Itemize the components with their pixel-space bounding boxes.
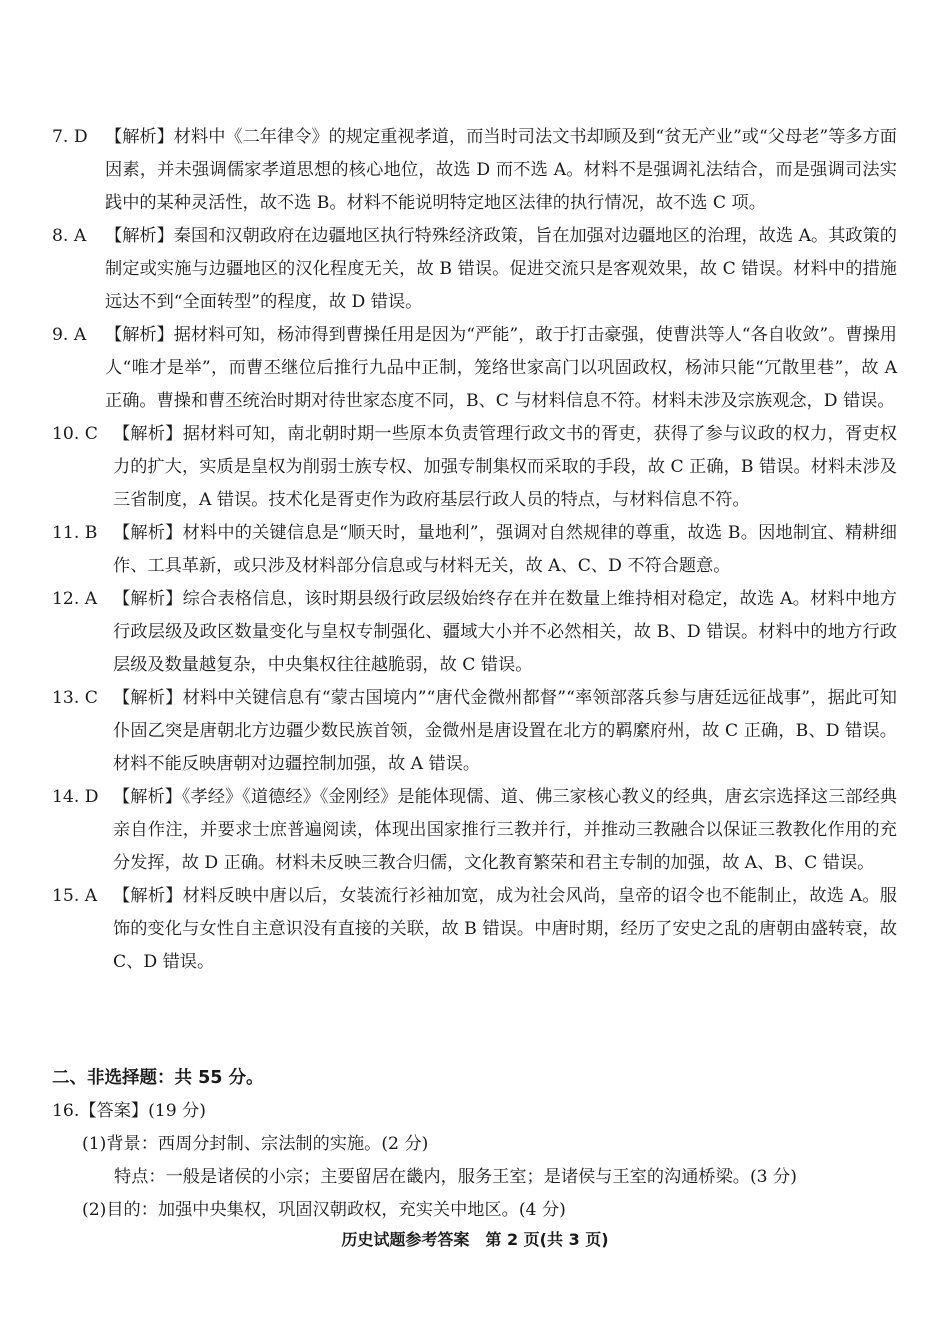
- answer-explanation: 【解析】据材料可知，杨沛得到曹操任用是因为“严能”，敢于打击豪强，使曹洪等人“各自收敛”。曹操用人“唯才是举”，而曹丕继位后推行九品中正制，笼络世家高门以巩固政权，杨沛只能“冗散里巷”，故 A 正确。曹操和曹丕统治时期对待世家态度不同，B、C 与材料信息不符。材料未涉及宗族观念，D 错误。: [105, 325, 897, 411]
- section-title: 二、非选择题：共 55 分。: [52, 1068, 264, 1088]
- answer-explanation: 【解析】材料反映中唐以后，女装流行衫袖加宽，成为社会风尚，皇帝的诏令也不能制止，故选 A。服饰的变化与女性自主意识没有直接的关联，故 B 错误。中唐时期，经历了安史之乱的唐朝由盛转衰，故 C、D 错误。: [113, 886, 897, 972]
- answer-number: 11. B: [52, 523, 98, 543]
- answer-explanation: 【解析】据材料可知，南北朝时期一些原本负责管理行政文书的胥吏，获得了参与议政的权力，胥吏权力的扩大，实质是皇权为削弱士族专权、加强专制集权而采取的手段，故 C 正确，B 错误。材料未涉及三省制度，A 错误。技术化是胥吏作为政府基层行政人员的特点，与材料信息不符。: [113, 424, 897, 510]
- answer-item-10: [52, 418, 897, 517]
- part1-background: (1)背景：西周分封制、宗法制的实施。(2 分): [82, 1134, 429, 1154]
- answer-explanation: 【解析】材料中的关键信息是“顺天时，量地利”，强调对自然规律的尊重，故选 B。因地制宜、精耕细作、工具革新，或只涉及材料部分信息或与材料无关，故 A、C、D 不符合题意。: [113, 523, 897, 576]
- answer-item-13: [52, 682, 897, 781]
- answer-explanation: 【解析】综合表格信息，该时期县级行政层级始终存在并在数量上维持相对稳定，故选 A。材料中地方行政层级及政区数量变化与皇权专制强化、疆域大小并不必然相关，故 B、D 错误。材料中的地方行政层级及数量越复杂，中央集权往往越脆弱，故 C 错误。: [113, 589, 897, 675]
- answer-item-14: [52, 781, 897, 880]
- answer-number: 9. A: [52, 325, 87, 345]
- answer-number: 10. C: [52, 424, 98, 444]
- answer-number: 8. A: [52, 226, 87, 246]
- answer-item-15: [52, 880, 897, 979]
- part1-features: 特点：一般是诸侯的小宗；主要留居在畿内，服务王室；是诸侯与王室的沟通桥梁。(3 分): [114, 1167, 797, 1187]
- answer-explanation: 【解析】材料中关键信息有“蒙古国境内”“唐代金微州都督”“率领部落兵参与唐廷远征战事”，据此可知仆固乙突是唐朝北方边疆少数民族首领，金微州是唐设置在北方的羁縻府州，故 C 正确，B、D 错误。材料不能反映唐朝对边疆控制加强，故 A 错误。: [113, 688, 897, 774]
- answer-item-9: [52, 319, 897, 418]
- answer-item-12: [52, 583, 897, 682]
- question-16-header: 16.【答案】(19 分): [52, 1101, 207, 1121]
- answer-list: [52, 121, 897, 979]
- answer-number: 12. A: [52, 589, 98, 609]
- answer-explanation: 【解析】秦国和汉朝政府在边疆地区执行特殊经济政策，旨在加强对边疆地区的治理，故选 A。其政策的制定或实施与边疆地区的汉化程度无关，故 B 错误。促进交流只是客观效果，故 C 错误。材料中的措施远达不到“全面转型”的程度，故 D 错误。: [105, 226, 897, 312]
- answer-number: 15. A: [52, 886, 98, 906]
- answer-item-11: [52, 517, 897, 583]
- answer-item-7: [52, 121, 897, 220]
- question-16-answer: [52, 1095, 897, 1227]
- answer-number: 13. C: [52, 688, 98, 708]
- answer-number: 14. D: [52, 787, 99, 807]
- part2-purpose: (2)目的：加强中央集权，巩固汉朝政权，充实关中地区。(4 分): [82, 1200, 566, 1220]
- answer-explanation: 【解析】材料中《二年律令》的规定重视孝道，而当时司法文书却顾及到“贫无产业”或“父母老”等多方面因素，并未强调儒家孝道思想的核心地位，故选 D 而不选 A。材料不是强调礼法结合，而是强调司法实践中的某种灵活性，故不选 B。材料不能说明特定地区法律的执行情况，故不选 C 项。: [105, 127, 897, 213]
- page-footer: 历史试题参考答案 第 2 页(共 3 页): [341, 1230, 609, 1249]
- answer-number: 7. D: [52, 127, 88, 147]
- answer-explanation: 【解析】《孝经》《道德经》《金刚经》是能体现儒、道、佛三家核心教义的经典，唐玄宗选择这三部经典亲自作注，并要求士庶普遍阅读，体现出国家推行三教并行，并推动三教融合以保证三教教化作用的充分发挥，故 D 正确。材料未反映三教合归儒，文化教育繁荣和君主专制的加强，故 A、B、C 错误。: [113, 787, 897, 873]
- answer-item-8: [52, 220, 897, 319]
